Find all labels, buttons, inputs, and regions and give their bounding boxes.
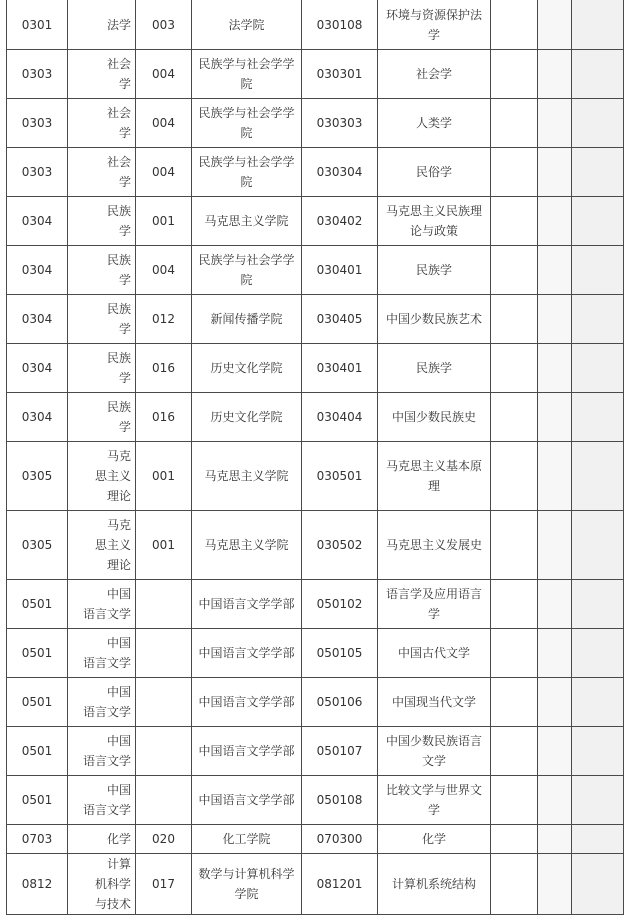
empty-cell-1 (491, 393, 538, 442)
dept-code-cell: 001 (136, 511, 192, 580)
major-code-cell: 081201 (302, 854, 378, 915)
major-name-cell: 马克思主义发展史 (378, 511, 491, 580)
dept-code-cell: 016 (136, 344, 192, 393)
discipline-name-cell: 社会 学 (68, 148, 136, 197)
major-name-cell: 人类学 (378, 99, 491, 148)
table-row (7, 50, 624, 99)
discipline-name-cell: 民族 学 (68, 295, 136, 344)
discipline-name-cell: 中国 语言文学 (68, 629, 136, 678)
discipline-code-cell: 0703 (7, 825, 68, 854)
discipline-name-cell: 中国 语言文学 (68, 776, 136, 825)
table-row (7, 854, 624, 915)
major-name-cell: 化学 (378, 825, 491, 854)
major-name-cell: 民族学 (378, 246, 491, 295)
discipline-name-cell: 计算 机科学 与技术 (68, 854, 136, 915)
discipline-name-cell: 社会 学 (68, 99, 136, 148)
dept-name-cell: 新闻传播学院 (192, 295, 302, 344)
dept-code-cell: 001 (136, 197, 192, 246)
empty-cell-2 (538, 0, 572, 50)
major-name-cell: 社会学 (378, 50, 491, 99)
discipline-code-cell: 0304 (7, 344, 68, 393)
dept-name-cell: 民族学与社会学学院 (192, 246, 302, 295)
empty-cell-2 (538, 246, 572, 295)
dept-name-cell: 化工学院 (192, 825, 302, 854)
discipline-name-cell: 马克 思主义 理论 (68, 442, 136, 511)
dept-name-cell: 法学院 (192, 0, 302, 50)
major-name-cell: 中国少数民族艺术 (378, 295, 491, 344)
major-name-cell: 计算机系统结构 (378, 854, 491, 915)
major-name-cell: 中国少数民族史 (378, 393, 491, 442)
dept-code-cell: 012 (136, 295, 192, 344)
dept-name-cell: 中国语言文学学部 (192, 629, 302, 678)
empty-cell-1 (491, 99, 538, 148)
discipline-name-cell: 马克 思主义 理论 (68, 511, 136, 580)
empty-cell-2 (538, 393, 572, 442)
dept-name-cell: 数学与计算机科学学院 (192, 854, 302, 915)
table-row (7, 344, 624, 393)
empty-cell-3 (572, 776, 624, 825)
dept-code-cell: 003 (136, 0, 192, 50)
discipline-name-cell: 民族 学 (68, 393, 136, 442)
major-name-cell: 中国少数民族语言文学 (378, 727, 491, 776)
major-code-cell: 030405 (302, 295, 378, 344)
empty-cell-1 (491, 442, 538, 511)
empty-cell-1 (491, 727, 538, 776)
major-code-cell: 030303 (302, 99, 378, 148)
discipline-code-cell: 0501 (7, 727, 68, 776)
empty-cell-1 (491, 246, 538, 295)
empty-cell-1 (491, 825, 538, 854)
empty-cell-3 (572, 197, 624, 246)
table-row (7, 148, 624, 197)
major-code-cell: 030502 (302, 511, 378, 580)
discipline-code-cell: 0812 (7, 854, 68, 915)
empty-cell-2 (538, 344, 572, 393)
empty-cell-1 (491, 344, 538, 393)
discipline-code-cell: 0304 (7, 295, 68, 344)
dept-code-cell: 017 (136, 854, 192, 915)
empty-cell-2 (538, 825, 572, 854)
discipline-code-cell: 0501 (7, 776, 68, 825)
major-code-cell: 030304 (302, 148, 378, 197)
major-code-cell: 030301 (302, 50, 378, 99)
discipline-name-cell: 化学 (68, 825, 136, 854)
empty-cell-2 (538, 99, 572, 148)
dept-code-cell (136, 776, 192, 825)
discipline-code-cell: 0301 (7, 0, 68, 50)
major-name-cell: 环境与资源保护法学 (378, 0, 491, 50)
major-code-cell: 030402 (302, 197, 378, 246)
discipline-name-cell: 中国 语言文学 (68, 580, 136, 629)
major-name-cell: 语言学及应用语言学 (378, 580, 491, 629)
major-name-cell: 中国现当代文学 (378, 678, 491, 727)
discipline-code-cell: 0303 (7, 99, 68, 148)
major-code-cell: 050102 (302, 580, 378, 629)
empty-cell-3 (572, 825, 624, 854)
major-name-cell: 民俗学 (378, 148, 491, 197)
empty-cell-3 (572, 678, 624, 727)
discipline-name-cell: 中国 语言文学 (68, 678, 136, 727)
discipline-code-cell: 0303 (7, 50, 68, 99)
table-row (7, 678, 624, 727)
dept-name-cell: 中国语言文学学部 (192, 580, 302, 629)
empty-cell-2 (538, 580, 572, 629)
dept-name-cell: 马克思主义学院 (192, 197, 302, 246)
empty-cell-3 (572, 344, 624, 393)
table-row (7, 727, 624, 776)
dept-code-cell (136, 629, 192, 678)
major-code-cell: 030404 (302, 393, 378, 442)
dept-code-cell (136, 580, 192, 629)
empty-cell-3 (572, 580, 624, 629)
dept-code-cell: 004 (136, 50, 192, 99)
discipline-name-cell: 民族 学 (68, 197, 136, 246)
dept-name-cell: 马克思主义学院 (192, 442, 302, 511)
empty-cell-3 (572, 442, 624, 511)
empty-cell-1 (491, 148, 538, 197)
empty-cell-1 (491, 511, 538, 580)
dept-code-cell: 004 (136, 246, 192, 295)
table-row (7, 0, 624, 50)
table-row (7, 197, 624, 246)
major-code-cell: 030401 (302, 246, 378, 295)
dept-code-cell: 001 (136, 442, 192, 511)
empty-cell-1 (491, 580, 538, 629)
discipline-name-cell: 法学 (68, 0, 136, 50)
discipline-code-cell: 0501 (7, 629, 68, 678)
empty-cell-2 (538, 776, 572, 825)
empty-cell-1 (491, 197, 538, 246)
dept-name-cell: 中国语言文学学部 (192, 727, 302, 776)
major-code-cell: 050105 (302, 629, 378, 678)
table-row (7, 825, 624, 854)
empty-cell-2 (538, 511, 572, 580)
empty-cell-1 (491, 295, 538, 344)
discipline-name-cell: 民族 学 (68, 246, 136, 295)
empty-cell-3 (572, 511, 624, 580)
table-row (7, 776, 624, 825)
dept-code-cell: 004 (136, 148, 192, 197)
empty-cell-2 (538, 854, 572, 915)
empty-cell-2 (538, 727, 572, 776)
table-row (7, 246, 624, 295)
dept-code-cell: 016 (136, 393, 192, 442)
major-code-cell: 070300 (302, 825, 378, 854)
empty-cell-2 (538, 442, 572, 511)
major-name-cell: 马克思主义民族理论与政策 (378, 197, 491, 246)
empty-cell-1 (491, 776, 538, 825)
major-name-cell: 比较文学与世界文学 (378, 776, 491, 825)
empty-cell-3 (572, 148, 624, 197)
discipline-name-cell: 民族 学 (68, 344, 136, 393)
table-row (7, 393, 624, 442)
empty-cell-3 (572, 246, 624, 295)
discipline-name-cell: 社会 学 (68, 50, 136, 99)
discipline-code-cell: 0305 (7, 442, 68, 511)
major-code-cell: 050106 (302, 678, 378, 727)
empty-cell-1 (491, 629, 538, 678)
empty-cell-3 (572, 727, 624, 776)
empty-cell-3 (572, 854, 624, 915)
table-row (7, 629, 624, 678)
empty-cell-1 (491, 678, 538, 727)
dept-name-cell: 民族学与社会学学院 (192, 50, 302, 99)
table-row (7, 442, 624, 511)
empty-cell-2 (538, 50, 572, 99)
major-name-cell: 民族学 (378, 344, 491, 393)
discipline-code-cell: 0305 (7, 511, 68, 580)
dept-name-cell: 民族学与社会学学院 (192, 148, 302, 197)
empty-cell-2 (538, 295, 572, 344)
empty-cell-1 (491, 854, 538, 915)
dept-code-cell (136, 727, 192, 776)
empty-cell-3 (572, 50, 624, 99)
table-row (7, 511, 624, 580)
dept-name-cell: 民族学与社会学学院 (192, 99, 302, 148)
table-row (7, 99, 624, 148)
discipline-code-cell: 0501 (7, 678, 68, 727)
dept-name-cell: 历史文化学院 (192, 393, 302, 442)
major-code-cell: 050108 (302, 776, 378, 825)
major-name-cell: 中国古代文学 (378, 629, 491, 678)
program-table (6, 0, 624, 915)
empty-cell-1 (491, 0, 538, 50)
major-code-cell: 030108 (302, 0, 378, 50)
empty-cell-2 (538, 197, 572, 246)
dept-name-cell: 中国语言文学学部 (192, 776, 302, 825)
dept-code-cell (136, 678, 192, 727)
discipline-code-cell: 0501 (7, 580, 68, 629)
dept-name-cell: 历史文化学院 (192, 344, 302, 393)
dept-code-cell: 020 (136, 825, 192, 854)
dept-code-cell: 004 (136, 99, 192, 148)
major-code-cell: 030401 (302, 344, 378, 393)
empty-cell-2 (538, 678, 572, 727)
empty-cell-3 (572, 295, 624, 344)
discipline-code-cell: 0304 (7, 197, 68, 246)
empty-cell-3 (572, 393, 624, 442)
major-code-cell: 050107 (302, 727, 378, 776)
empty-cell-2 (538, 148, 572, 197)
dept-name-cell: 中国语言文学学部 (192, 678, 302, 727)
empty-cell-3 (572, 629, 624, 678)
table-row (7, 295, 624, 344)
discipline-code-cell: 0304 (7, 393, 68, 442)
discipline-code-cell: 0303 (7, 148, 68, 197)
table-row (7, 580, 624, 629)
empty-cell-2 (538, 629, 572, 678)
major-code-cell: 030501 (302, 442, 378, 511)
discipline-code-cell: 0304 (7, 246, 68, 295)
table-body (7, 0, 624, 915)
empty-cell-3 (572, 0, 624, 50)
discipline-name-cell: 中国 语言文学 (68, 727, 136, 776)
major-name-cell: 马克思主义基本原理 (378, 442, 491, 511)
empty-cell-1 (491, 50, 538, 99)
dept-name-cell: 马克思主义学院 (192, 511, 302, 580)
empty-cell-3 (572, 99, 624, 148)
